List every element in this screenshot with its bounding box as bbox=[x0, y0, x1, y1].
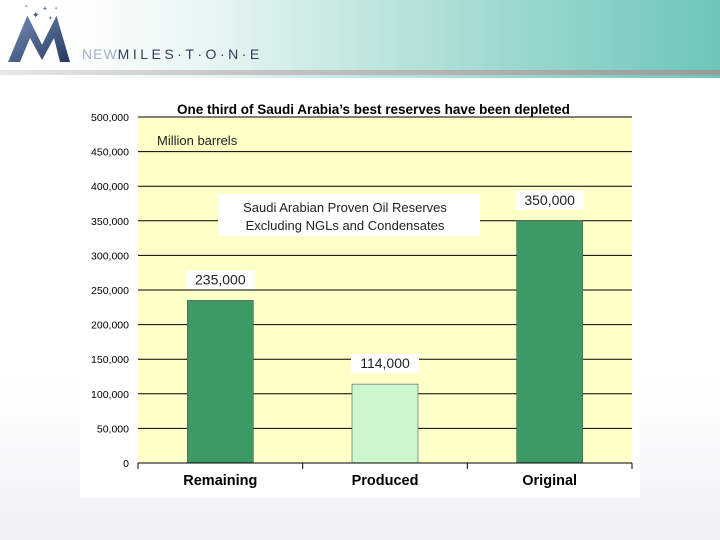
bar-produced bbox=[352, 384, 418, 463]
y-tick-label: 50,000 bbox=[96, 423, 129, 436]
svg-text:✦: ✦ bbox=[48, 16, 54, 22]
y-tick-label: 150,000 bbox=[91, 354, 129, 367]
logo-name: MILES·T·O·N·E bbox=[117, 46, 263, 62]
y-tick-label: 450,000 bbox=[91, 146, 129, 159]
y-tick-label: 350,000 bbox=[91, 215, 129, 228]
milestone-logo-icon bbox=[4, 2, 78, 68]
value-label: 350,000 bbox=[524, 191, 575, 208]
svg-text:✦: ✦ bbox=[54, 6, 59, 12]
y-tick-label: 300,000 bbox=[91, 250, 129, 263]
y-tick-label: 500,000 bbox=[91, 112, 129, 124]
value-label: 235,000 bbox=[195, 271, 246, 288]
category-label: Remaining bbox=[183, 473, 258, 489]
value-label: 114,000 bbox=[360, 355, 410, 372]
category-label: Produced bbox=[351, 473, 419, 489]
bar-remaining bbox=[187, 300, 253, 463]
annotation-box bbox=[218, 194, 480, 236]
annotation-line-1: Saudi Arabian Proven Oil Reserves bbox=[243, 200, 447, 215]
y-tick-label: 200,000 bbox=[91, 319, 129, 332]
y-tick-label: 400,000 bbox=[91, 181, 129, 194]
chart-title: One third of Saudi Arabia’s best reserves have been depleted bbox=[177, 102, 570, 117]
annotation-line-2: Excluding NGLs and Condensates bbox=[245, 218, 445, 233]
header-banner bbox=[0, 0, 720, 78]
svg-text:✦: ✦ bbox=[24, 4, 29, 10]
svg-text:✦: ✦ bbox=[32, 10, 40, 20]
header-divider bbox=[0, 70, 720, 75]
logo-prefix: NEW bbox=[82, 46, 118, 62]
oil-reserves-chart bbox=[80, 98, 640, 498]
bar-original bbox=[517, 221, 583, 463]
y-tick-label: 0 bbox=[123, 458, 129, 470]
y-tick-label: 250,000 bbox=[91, 285, 129, 297]
svg-text:✦: ✦ bbox=[42, 6, 48, 13]
unit-label: Million barrels bbox=[157, 133, 238, 148]
category-label: Original bbox=[522, 473, 578, 489]
y-tick-label: 100,000 bbox=[91, 388, 129, 401]
logo-wordmark bbox=[82, 46, 263, 62]
